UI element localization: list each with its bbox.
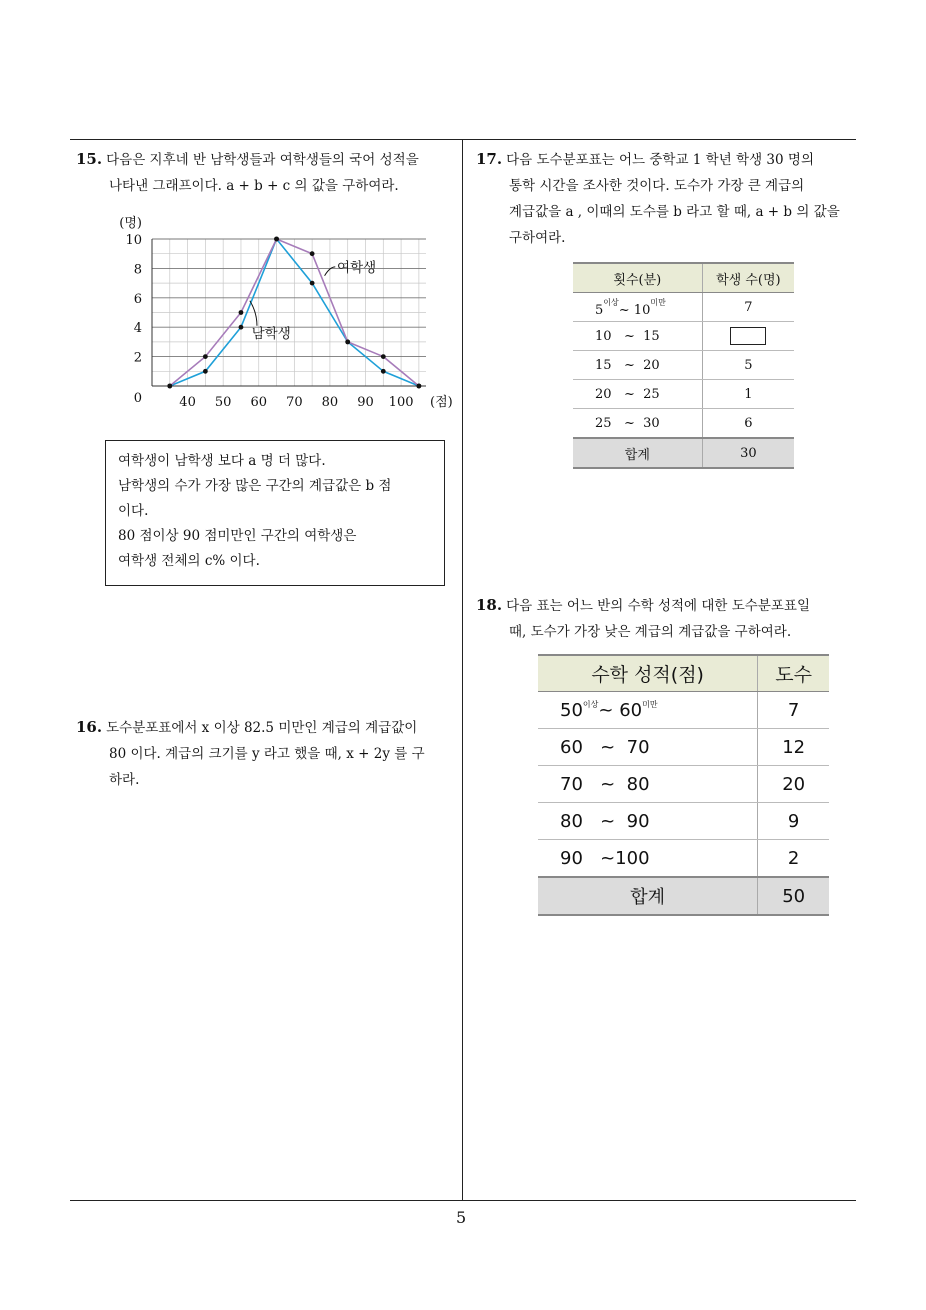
table-row xyxy=(538,840,829,878)
class-interval: $5^{이상}\sim$ $10^{미만}$ xyxy=(573,293,702,322)
table-row xyxy=(538,729,829,766)
x-tick-label: 90 xyxy=(357,395,374,410)
frequency-polygon-chart xyxy=(100,206,460,416)
math-score-frequency-table xyxy=(538,654,829,916)
y-tick-label: 4 xyxy=(133,321,142,337)
total-label: 합계 xyxy=(538,877,758,915)
table-header: 도수 xyxy=(758,655,829,692)
x-tick-label: 40 xyxy=(179,395,196,410)
table-row xyxy=(573,293,794,322)
x-tick-label: 60 xyxy=(250,395,268,410)
x-tick-label: 70 xyxy=(286,395,303,410)
frequency-cell: 5 xyxy=(702,351,794,380)
question-text-line: 구하여라. xyxy=(509,230,566,246)
frequency-cell: 9 xyxy=(758,803,829,840)
answer-blank-box xyxy=(730,327,766,345)
class-interval: 20 ~ 25 xyxy=(573,380,702,409)
column-divider xyxy=(462,139,463,1201)
table-header: 학생 수(명) xyxy=(702,263,794,293)
bottom-rule xyxy=(70,1200,856,1201)
commute-frequency-table xyxy=(573,262,794,469)
data-point xyxy=(239,325,244,330)
class-interval: 90 ~100 xyxy=(538,840,758,878)
question-number: 16. xyxy=(76,718,103,736)
data-point xyxy=(310,251,315,256)
question-text-line: 다음 도수분포표는 어느 중학교 1 학년 학생 30 명의 xyxy=(506,152,814,168)
table-header: 수학 성적(점) xyxy=(538,655,758,692)
question-text-line: 계급값을 a , 이때의 도수를 b 라고 할 때, a + b 의 값을 xyxy=(509,204,840,220)
table-row xyxy=(573,409,794,439)
question-17 xyxy=(476,146,861,251)
question-text-line: 하라. xyxy=(109,772,140,788)
table-row xyxy=(573,322,794,351)
frequency-cell: 7 xyxy=(758,692,829,729)
y-tick-label: 10 xyxy=(125,233,142,248)
x-axis-label: (점) xyxy=(430,395,453,410)
question-text-line: 다음 표는 어느 반의 수학 성적에 대한 도수분포표일 xyxy=(506,598,811,614)
total-label: 합계 xyxy=(573,438,702,468)
frequency-cell: 7 xyxy=(702,293,794,322)
data-point xyxy=(345,340,350,345)
question-16 xyxy=(76,714,461,793)
data-point xyxy=(381,354,386,359)
y-tick-label: 8 xyxy=(133,262,142,278)
frequency-cell: 12 xyxy=(758,729,829,766)
question-text-line: 통학 시간을 조사한 것이다. 도수가 가장 큰 계급의 xyxy=(509,178,805,194)
frequency-cell: 20 xyxy=(758,766,829,803)
condition-line: 여학생 전체의 c% 이다. xyxy=(118,553,260,569)
question-number: 18. xyxy=(476,596,503,614)
question-number: 17. xyxy=(476,150,503,168)
table-row xyxy=(538,803,829,840)
x-tick-label: 80 xyxy=(321,395,339,410)
frequency-cell: 6 xyxy=(702,409,794,439)
question-text-line: 나타낸 그래프이다. a + b + c 의 값을 구하여라. xyxy=(109,178,399,194)
y-axis-label: (명) xyxy=(119,216,142,231)
question-text-line: 다음은 지후네 반 남학생들과 여학생들의 국어 성적을 xyxy=(106,152,419,168)
condition-line: 여학생이 남학생 보다 a 명 더 많다. xyxy=(118,453,326,469)
table-row xyxy=(573,351,794,380)
series-label-boys: 남학생 xyxy=(251,326,291,343)
frequency-cell xyxy=(702,322,794,351)
x-tick-label: 50 xyxy=(214,395,232,410)
class-interval: $50^{이상}\sim$ $60^{미만}$ xyxy=(538,692,758,729)
frequency-cell: 2 xyxy=(758,840,829,878)
total-value: 30 xyxy=(702,438,794,468)
origin-label: 0 xyxy=(133,391,142,406)
question-18 xyxy=(476,592,861,645)
table-header: 횟수(분) xyxy=(573,263,702,293)
frequency-cell: 1 xyxy=(702,380,794,409)
data-point xyxy=(203,369,208,374)
series-label-girls: 여학생 xyxy=(337,259,377,276)
class-interval: 25 ~ 30 xyxy=(573,409,702,439)
question-15 xyxy=(76,146,461,199)
class-interval: 80 ~ 90 xyxy=(538,803,758,840)
data-point xyxy=(203,354,208,359)
y-tick-label: 2 xyxy=(133,350,142,366)
x-tick-label: 100 xyxy=(388,395,414,410)
question-text-line: 80 이다. 계급의 크기를 y 라고 했을 때, x + 2y 를 구 xyxy=(109,746,425,762)
question-text-line: 도수분포표에서 x 이상 82.5 미만인 계급의 계급값이 xyxy=(106,720,418,736)
table-row xyxy=(538,766,829,803)
condition-line: 남학생의 수가 가장 많은 구간의 계급값은 b 점 xyxy=(118,478,392,494)
data-point xyxy=(167,384,172,389)
question-text-line: 때, 도수가 가장 낮은 계급의 계급값을 구하여라. xyxy=(509,624,792,640)
total-value: 50 xyxy=(758,877,829,915)
table-row xyxy=(573,380,794,409)
condition-line: 80 점이상 90 점미만인 구간의 여학생은 xyxy=(118,528,357,544)
class-interval: 10 ~ 15 xyxy=(573,322,702,351)
page-number: 5 xyxy=(456,1208,467,1227)
table-total-row xyxy=(538,877,829,915)
y-tick-label: 6 xyxy=(133,291,142,307)
data-point xyxy=(274,237,279,242)
data-point xyxy=(239,310,244,315)
table-row xyxy=(538,692,829,729)
conditions-box xyxy=(105,440,445,586)
data-point xyxy=(310,281,315,286)
top-rule xyxy=(70,139,856,140)
table-total-row xyxy=(573,438,794,468)
class-interval: 60 ~ 70 xyxy=(538,729,758,766)
data-point xyxy=(381,369,386,374)
condition-line: 이다. xyxy=(118,503,149,519)
question-number: 15. xyxy=(76,150,103,168)
data-point xyxy=(416,384,421,389)
class-interval: 70 ~ 80 xyxy=(538,766,758,803)
class-interval: 15 ~ 20 xyxy=(573,351,702,380)
